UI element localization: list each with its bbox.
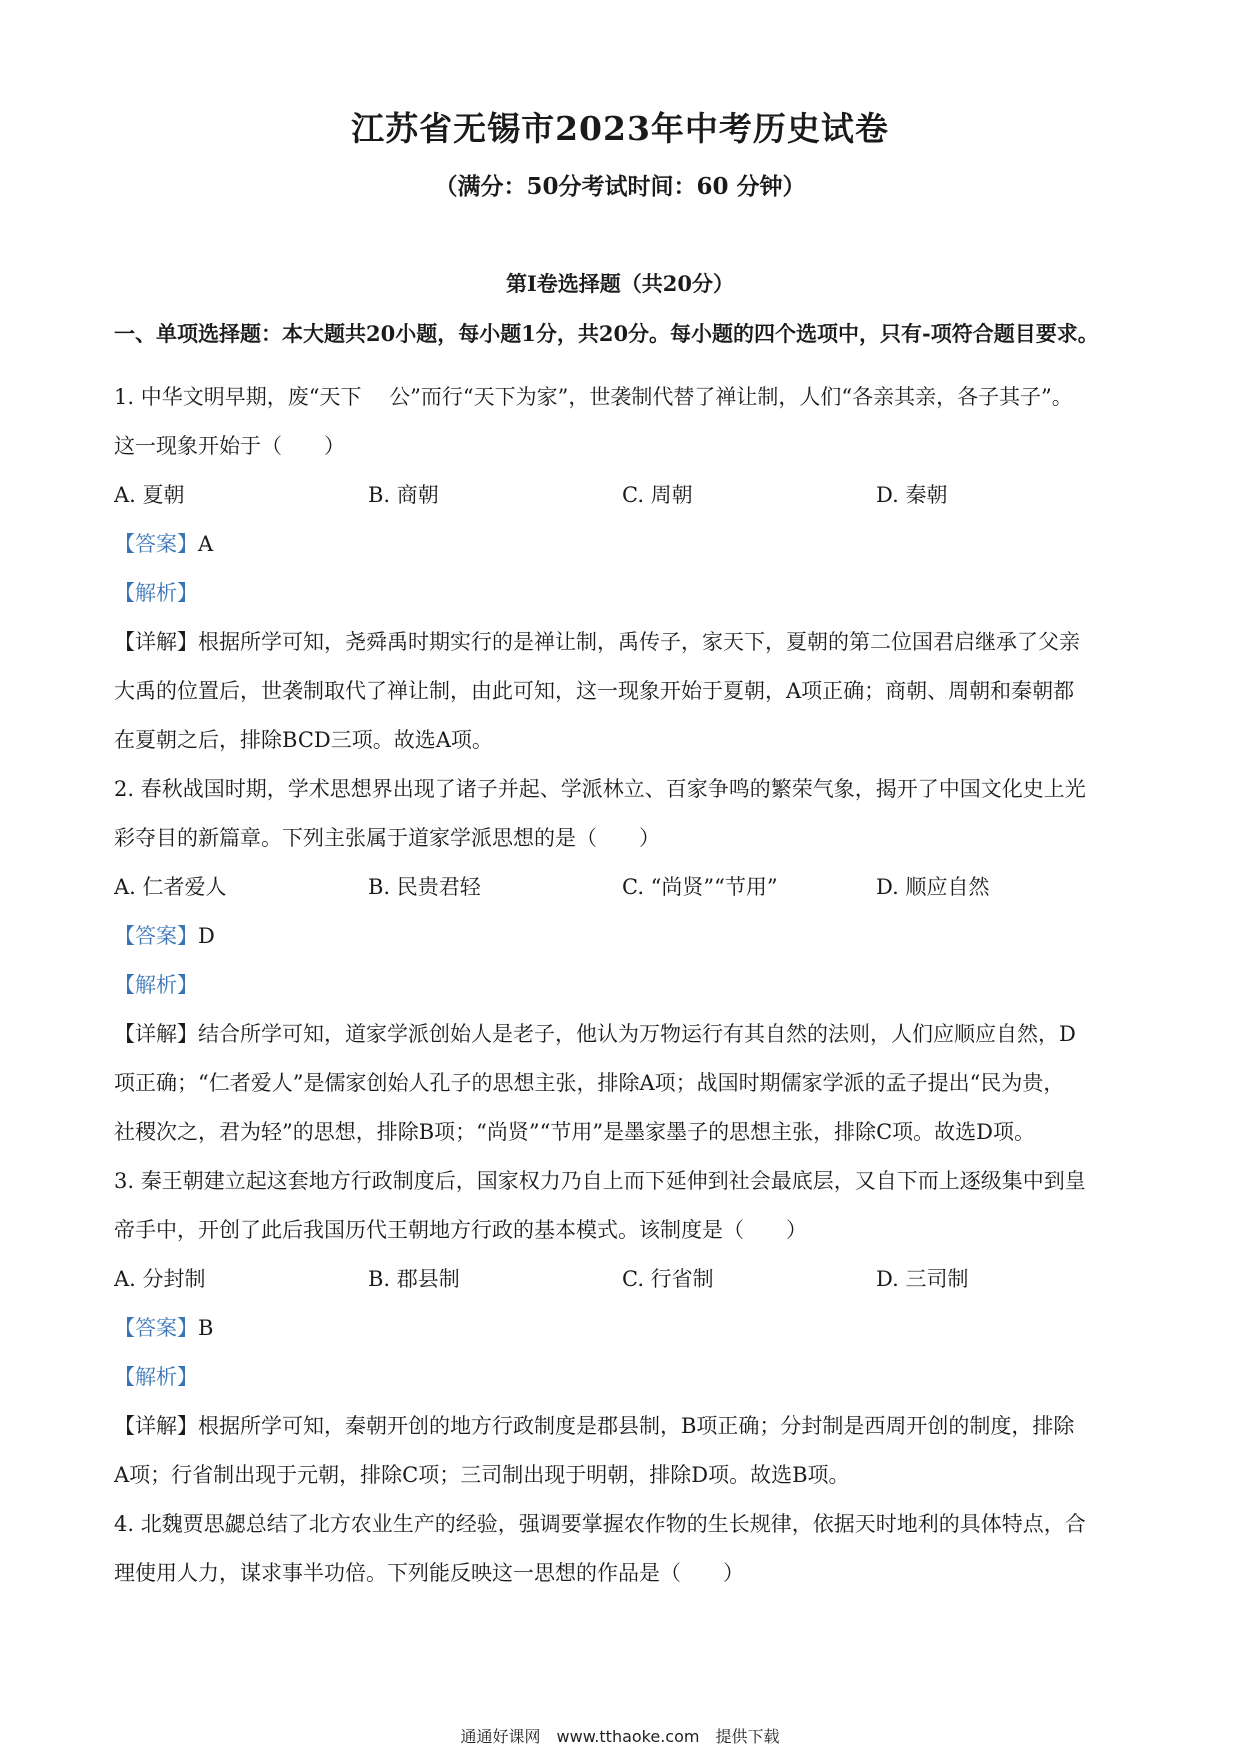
option-d: D. 三司制: [876, 1267, 969, 1291]
question-stem-line: 2. 春秋战国时期，学术思想界出现了诸子并起、学派林立、百家争鸣的繁荣气象，揭开了中国文化史上光: [114, 777, 1086, 801]
answer-label: 【答案】: [114, 532, 198, 556]
question-stem-line: 1. 中华文明早期，废“天下 公”而行“天下为家”，世袭制代替了禅让制，人们“各亲其亲，各子其子”。: [114, 385, 1073, 409]
question-3: [114, 1157, 1132, 1500]
detail-label: 【详解】: [114, 1022, 198, 1046]
detail-line: 项正确；“仁者爱人”是儒家创始人孔子的思想主张，排除A项；战国时期儒家学派的孟子提出“民为贵，: [114, 1071, 1065, 1095]
answer-label: 【答案】: [114, 924, 198, 948]
exam-subtitle: （满分：50分考试时间：60 分钟）: [434, 173, 806, 200]
question-stem-line: 彩夺目的新篇章。下列主张属于道家学派思想的是（ ）: [114, 826, 660, 850]
question-options: [114, 1255, 1132, 1304]
question-stem-line: 4. 北魏贾思勰总结了北方农业生产的经验，强调要掌握农作物的生长规律，依据天时地利的具体特点，合: [114, 1512, 1086, 1536]
detail-line: 大禹的位置后，世袭制取代了禅让制，由此可知，这一现象开始于夏朝，A项正确；商朝、周朝和秦朝都: [114, 679, 1075, 703]
question-options: [114, 863, 1132, 912]
detail-label: 【详解】: [114, 1414, 198, 1438]
option-c: C. 周朝: [622, 483, 693, 507]
answer-value: A: [198, 532, 214, 556]
answer-label: 【答案】: [114, 1316, 198, 1340]
option-a: A. 分封制: [114, 1267, 206, 1291]
question-list: [114, 373, 1132, 1598]
answer-line: [114, 1304, 1132, 1353]
question-stem-line: 这一现象开始于（ ）: [114, 434, 345, 458]
option-b: B. 商朝: [368, 483, 439, 507]
answer-line: [114, 912, 1132, 961]
analysis-line: [114, 569, 1132, 618]
option-b: B. 郡县制: [368, 1267, 460, 1291]
detail-text: 根据所学可知，秦朝开创的地方行政制度是郡县制，B项正确；分封制是西周开创的制度，排除: [198, 1414, 1075, 1438]
option-c: C. 行省制: [622, 1267, 714, 1291]
analysis-label: 【解析】: [114, 973, 198, 997]
section-title: 第I卷选择题（共20分）: [505, 271, 735, 296]
question-2: [114, 765, 1132, 1157]
exam-title: 江苏省无锡市2023年中考历史试卷: [351, 109, 889, 148]
detail-line: 在夏朝之后，排除BCD三项。故选A项。: [114, 728, 493, 752]
option-b: B. 民贵君轻: [368, 875, 481, 899]
option-c: C. “尚贤”“节用”: [622, 875, 778, 899]
detail-text: 结合所学可知，道家学派创始人是老子，他认为万物运行有其自然的法则，人们应顺应自然，D: [198, 1022, 1076, 1046]
question-4: [114, 1500, 1132, 1598]
answer-line: [114, 520, 1132, 569]
option-d: D. 秦朝: [876, 483, 948, 507]
analysis-label: 【解析】: [114, 1365, 198, 1389]
question-stem-line: 理使用人力，谋求事半功倍。下列能反映这一思想的作品是（ ）: [114, 1561, 744, 1585]
analysis-line: [114, 961, 1132, 1010]
option-a: A. 夏朝: [114, 483, 185, 507]
question-stem-line: 3. 秦王朝建立起这套地方行政制度后，国家权力乃自上而下延伸到社会最底层，又自下而上逐级集中到皇: [114, 1169, 1086, 1193]
detail-line: [114, 618, 1132, 667]
analysis-line: [114, 1353, 1132, 1402]
section-instruction: 一、单项选择题：本大题共20小题，每小题1分，共20分。每小题的四个选项中，只有-项符合题目要求。: [114, 321, 1099, 346]
question-1: [114, 373, 1132, 765]
detail-line: [114, 1402, 1132, 1451]
detail-label: 【详解】: [114, 630, 198, 654]
detail-line: [114, 1010, 1132, 1059]
detail-line: A项；行省制出现于元朝，排除C项；三司制出现于明朝，排除D项。故选B项。: [114, 1463, 850, 1487]
page-footer[interactable]: 通通好课网 www.tthaoke.com 提供下载: [460, 1727, 780, 1746]
analysis-label: 【解析】: [114, 581, 198, 605]
option-d: D. 顺应自然: [876, 875, 990, 899]
option-a: A. 仁者爱人: [114, 875, 227, 899]
detail-line: 社稷次之，君为轻”的思想，排除B项；“尚贤”“节用”是墨家墨子的思想主张，排除C项。故选D项。: [114, 1120, 1036, 1144]
question-stem-line: 帝手中，开创了此后我国历代王朝地方行政的基本模式。该制度是（ ）: [114, 1218, 807, 1242]
answer-value: D: [198, 924, 215, 948]
detail-text: 根据所学可知，尧舜禹时期实行的是禅让制，禹传子，家天下，夏朝的第二位国君启继承了父亲: [198, 630, 1080, 654]
question-options: [114, 471, 1132, 520]
answer-value: B: [198, 1316, 214, 1340]
